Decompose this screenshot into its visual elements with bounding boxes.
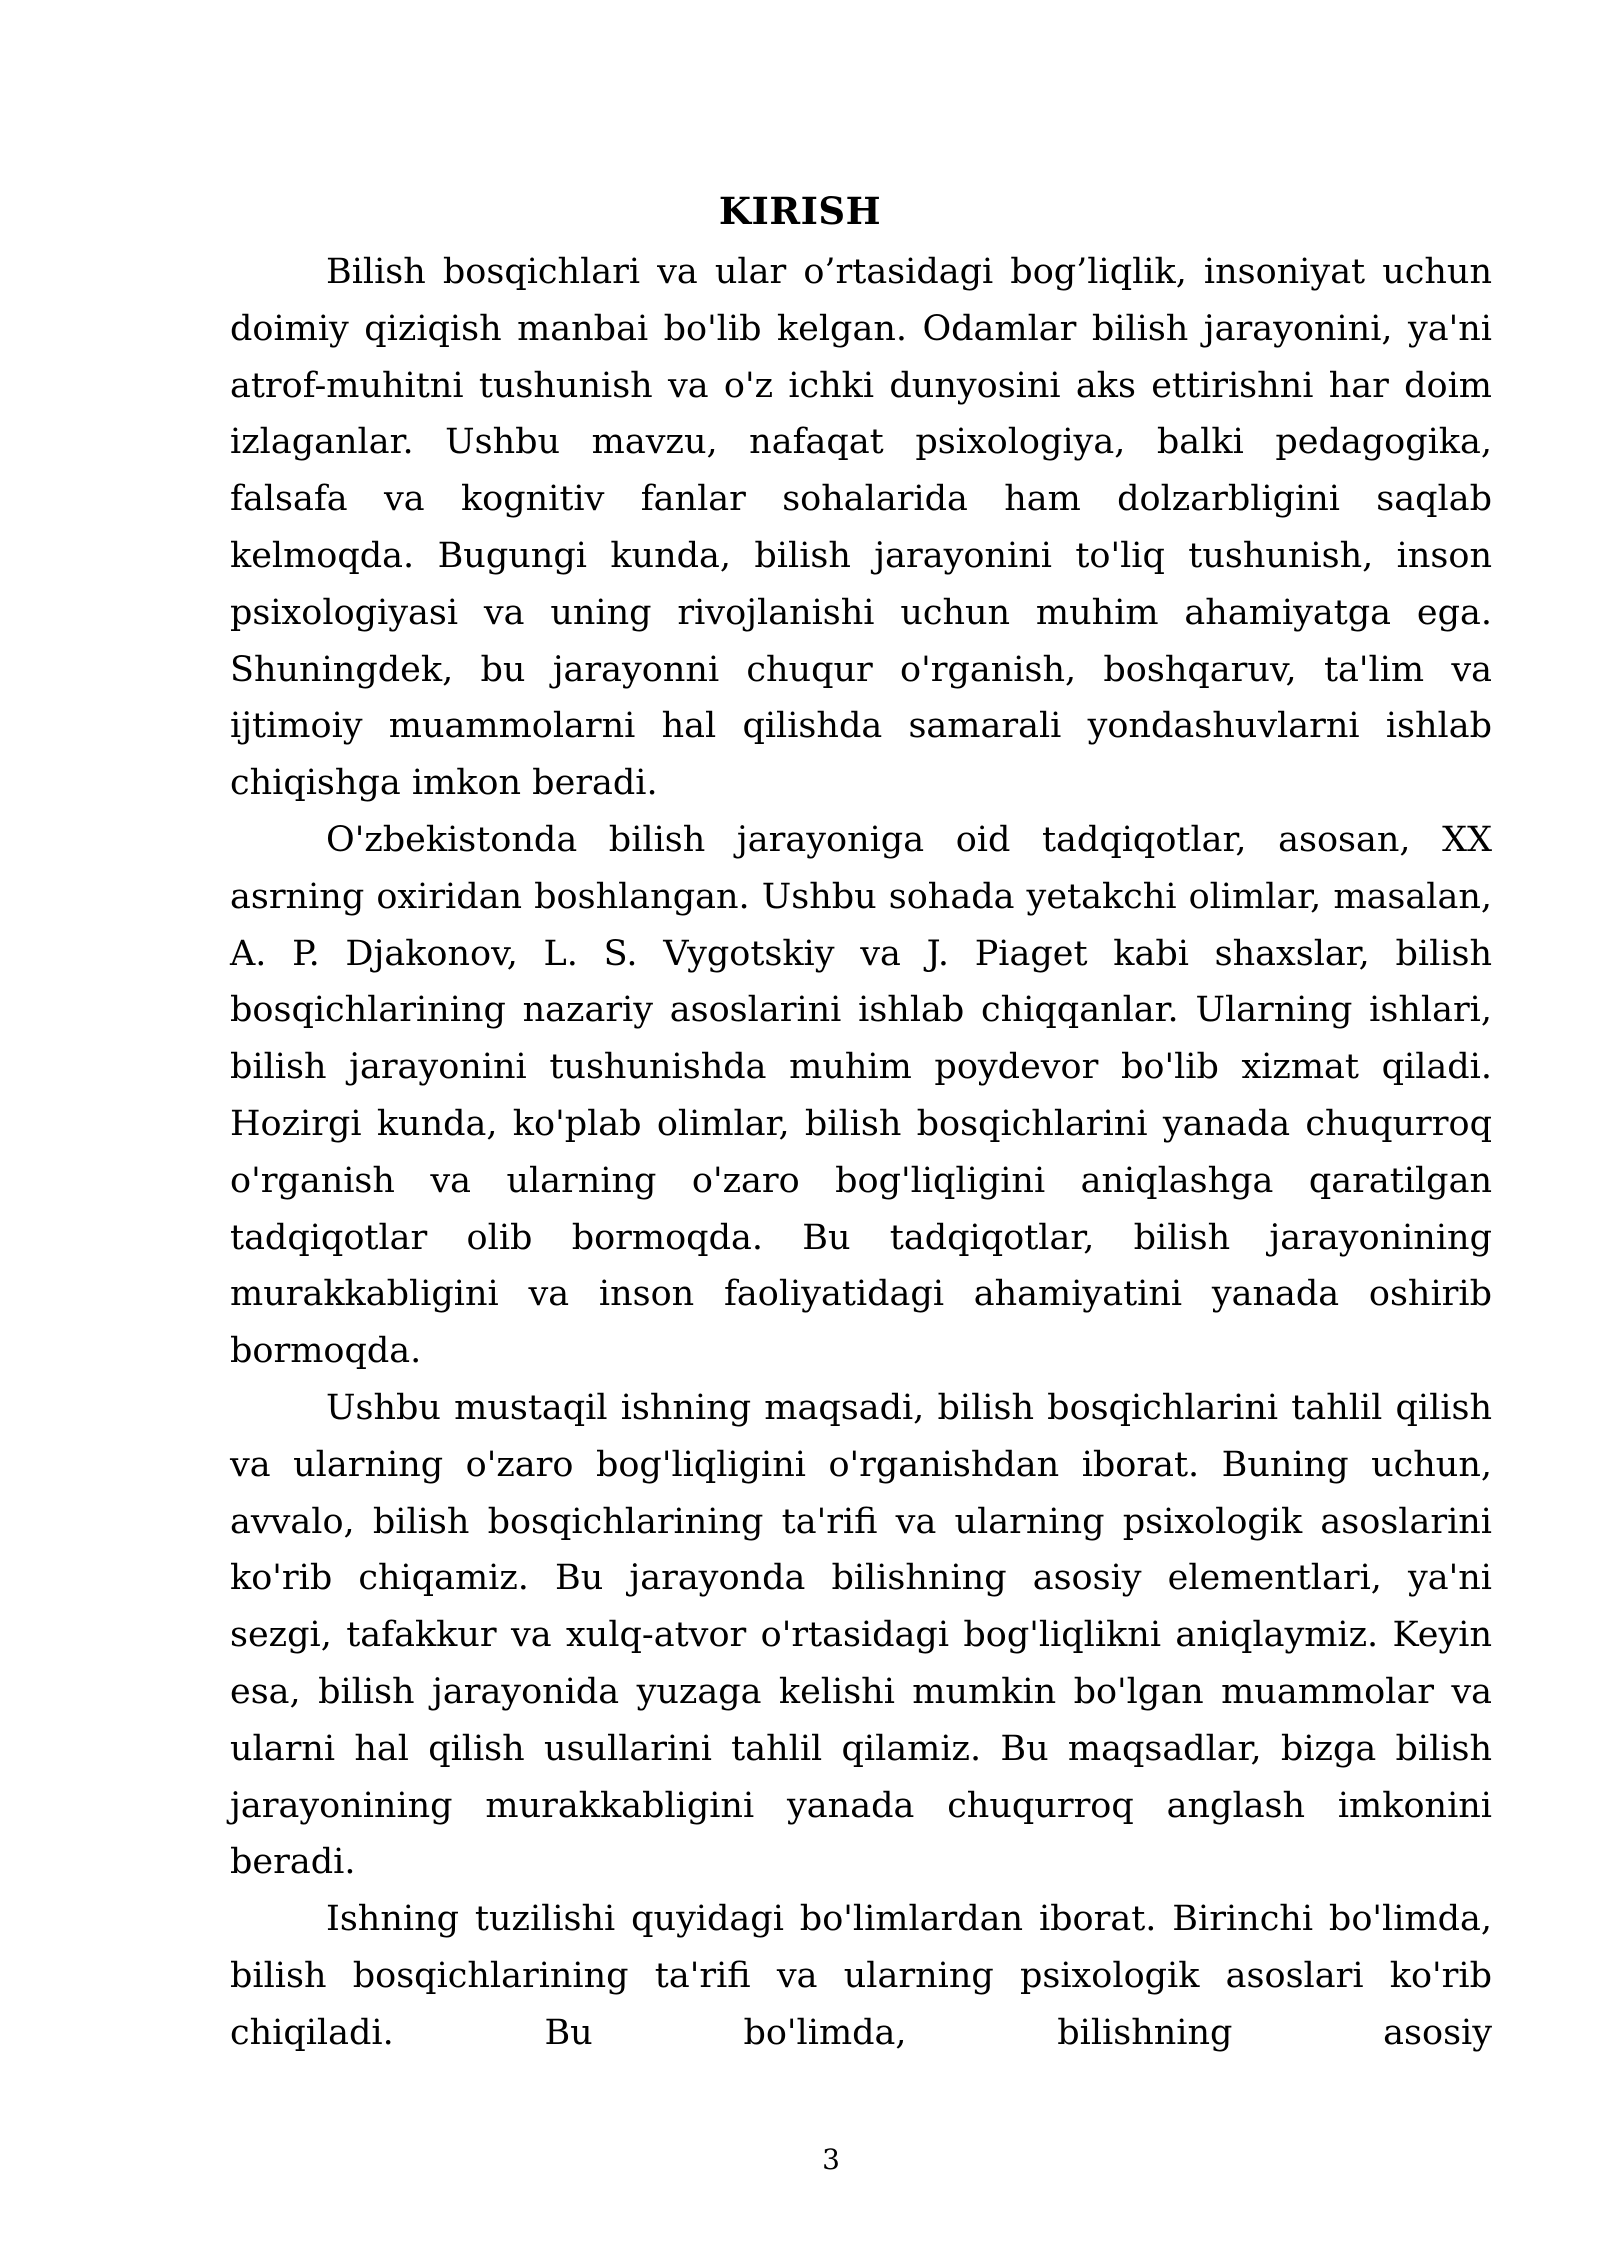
document-body <box>230 244 1492 2062</box>
body-paragraph: Ushbu mustaqil ishning maqsadi, bilish bosqichlarini tahlil qilish va ularning o'zaro bog'liqligini o'rganishdan iborat. Buning uchun, avvalo, bilish bosqichlarining ta'rifi va ularning psixologik asoslarini ko'rib chiqamiz. Bu jarayonda bilishning asosiy elementlari, ya'ni sezgi, tafakkur va xulq-atvor o'rtasidagi bog'liqlikni aniqlaymiz. Keyin esa, bilish jarayonida yuzaga kelishi mumkin bo'lgan muammolar va ularni hal qilish usullarini tahlil qilamiz. Bu maqsadlar, bizga bilish jarayonining murakkabligini yanada chuqurroq anglash imkonini beradi. <box>230 1387 1492 1883</box>
page-number: 3 <box>822 2143 840 2176</box>
section-title: KIRISH <box>718 188 882 233</box>
body-paragraph: Ishning tuzilishi quyidagi bo'limlardan iborat. Birinchi bo'limda, bilish bosqichlarining ta'rifi va ularning psixologik asoslari ko'rib chiqiladi. Bu bo'limda, bilishning asosiy <box>230 1899 1492 2053</box>
body-paragraph: O'zbekistonda bilish jarayoniga oid tadqiqotlar, asosan, XX asrning oxiridan boshlangan. Ushbu sohada yetakchi olimlar, masalan, A. P. Djakonov, L. S. Vygotskiy va J. Piaget kabi shaxslar, bilish bosqichlarining nazariy asoslarini ishlab chiqqanlar. Ularning ishlari, bilish jarayonini tushunishda muhim poydevor bo'lib xizmat qiladi. Hozirgi kunda, ko'plab olimlar, bilish bosqichlarini yanada chuqurroq o'rganish va ularning o'zaro bog'liqligini aniqlashga qaratilgan tadqiqotlar olib bormoqda. Bu tadqiqotlar, bilish jarayonining murakkabligini va inson faoliyatidagi ahamiyatini yanada oshirib bormoqda. <box>230 819 1492 1372</box>
body-paragraph: Bilish bosqichlari va ular o’rtasidagi bog’liqlik, insoniyat uchun doimiy qiziqish manbai bo'lib kelgan. Odamlar bilish jarayonini, ya'ni atrof-muhitni tushunish va o'z ichki dunyosini aks ettirishni har doim izlaganlar. Ushbu mavzu, nafaqat psixologiya, balki pedagogika, falsafa va kognitiv fanlar sohalarida ham dolzarbligini saqlab kelmoqda. Bugungi kunda, bilish jarayonini to'liq tushunish, inson psixologiyasi va uning rivojlanishi uchun muhim ahamiyatga ega. Shuningdek, bu jarayonni chuqur o'rganish, boshqaruv, ta'lim va ijtimoiy muammolarni hal qilishda samarali yondashuvlarni ishlab chiqishga imkon beradi. <box>230 252 1492 804</box>
